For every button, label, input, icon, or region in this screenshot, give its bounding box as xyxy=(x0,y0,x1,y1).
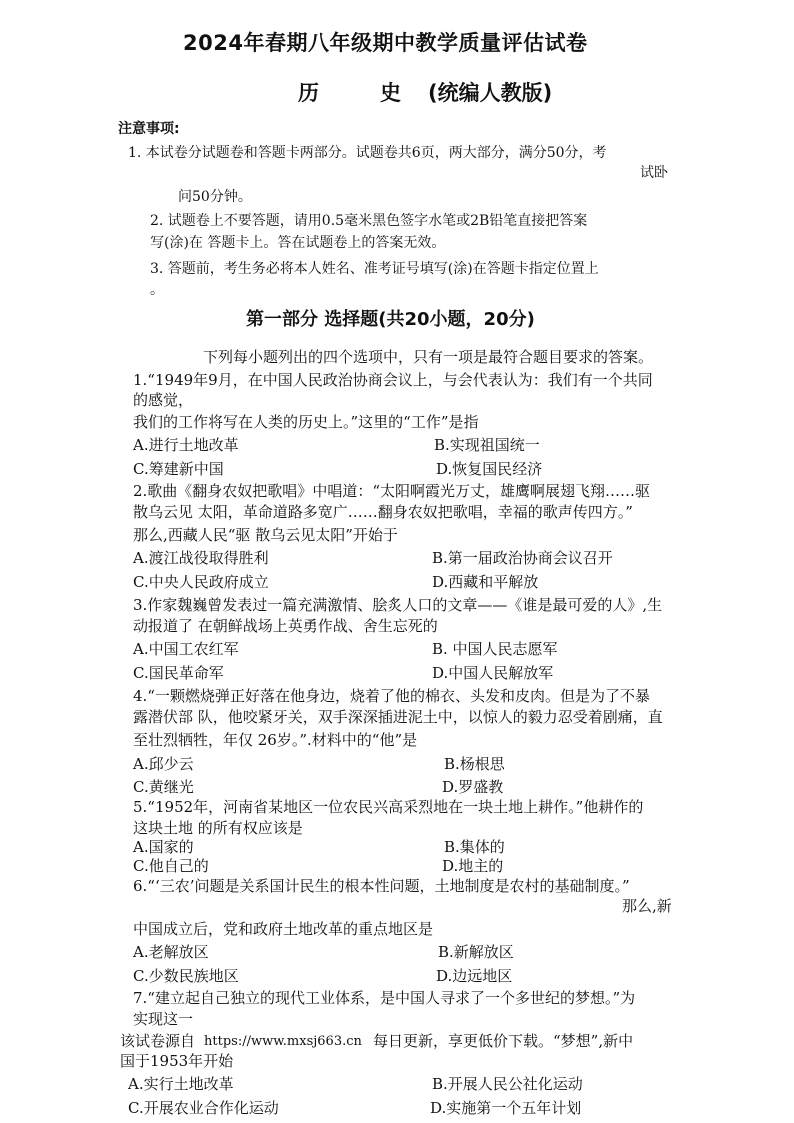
q4-stem-line-3: 至壮烈牺牲，年仅 26岁。”.材料中的“他”是 xyxy=(133,731,418,749)
subject-char-1: 历 xyxy=(298,81,319,105)
section-1-heading: 第一部分 选择题(共20小题，20分) xyxy=(246,309,535,330)
q1-option-c: C.筹建新中国 xyxy=(133,460,224,478)
q7-source-prefix: 该试卷源自 xyxy=(120,1032,196,1050)
q5-stem-line-2: 这块土地 的所有权应该是 xyxy=(133,819,303,837)
q2-stem-line-3: 那么,西藏人民“驱 散乌云见太阳”开始于 xyxy=(133,526,398,544)
q5-stem-line-1: 5.“1952年，河南省某地区一位农民兴高采烈地在一块土地上耕作。”他耕作的 xyxy=(133,798,644,816)
q5-option-c: C.他自己的 xyxy=(133,857,209,875)
q1-option-a: A.进行土地改革 xyxy=(133,436,239,454)
q4-option-a: A.邱少云 xyxy=(133,755,194,773)
q3-option-a: A.中国工农红军 xyxy=(133,640,239,658)
q6-option-b: B.新解放区 xyxy=(438,943,514,961)
notice-item-2-line-1: 2. 试题卷上不要答题，请用0.5毫米黑色签字水笔或2B铅笔直接把答案 xyxy=(150,213,588,229)
q7-stem-line-2: 实现这一 xyxy=(133,1010,194,1028)
q1-option-b: B.实现祖国统一 xyxy=(434,436,540,454)
q6-option-d: D.边远地区 xyxy=(436,967,513,985)
q6-option-a: A.老解放区 xyxy=(133,943,209,961)
q6-stem-line-2: 那么,新 xyxy=(622,897,672,915)
notice-heading: 注意事项: xyxy=(118,121,180,137)
q7-stem-line-1: 7.“建立起自己独立的现代工业体系，是中国人寻求了一个多世纪的梦想。”为 xyxy=(133,989,636,1007)
q6-option-c: C.少数民族地区 xyxy=(133,967,239,985)
notice-item-3-line-2: 。 xyxy=(150,282,164,298)
q6-stem-line-1: 6.“‘三农’问题是关系国计民生的根本性问题，土地制度是农村的基础制度。” xyxy=(133,877,630,895)
notice-item-1-line-3: 问50分钟。 xyxy=(178,189,252,205)
q5-option-b: B.集体的 xyxy=(444,838,505,856)
q2-option-b: B.第一届政治协商会议召开 xyxy=(432,549,613,567)
notice-item-3-line-1: 3. 答题前，考生务必将本人姓名、准考证号填写(涂)在答题卡指定位置上 xyxy=(150,261,599,277)
q1-stem-line-3: 我们的工作将写在人类的历史上。”这里的“工作”是指 xyxy=(133,413,479,431)
subject-char-2: 史 xyxy=(380,81,401,105)
notice-item-1-line-1: 1. 本试卷分试题卷和答题卡两部分。试题卷共6页，两大部分，满分50分，考 xyxy=(128,145,607,161)
q3-option-c: C.国民革命军 xyxy=(133,664,224,682)
q7-source-suffix: 每日更新，享更低价下载。“梦想”,新中 xyxy=(373,1032,634,1050)
q1-stem-line-2: 的感觉， xyxy=(133,391,194,409)
q5-option-d: D.地主的 xyxy=(442,857,504,875)
q7-source-link[interactable]: https://www.mxsj663.cn xyxy=(204,1034,362,1049)
q4-option-d: D.罗盛教 xyxy=(442,778,504,796)
q7-option-a: A.实行土地改革 xyxy=(128,1075,234,1093)
q2-option-c: C.中央人民政府成立 xyxy=(133,573,269,591)
edition-label: (统编人教版) xyxy=(428,81,553,105)
q2-option-d: D.西藏和平解放 xyxy=(432,573,539,591)
q4-option-c: C.黄继光 xyxy=(133,778,194,796)
q5-option-a: A.国家的 xyxy=(133,838,194,856)
notice-item-1-line-2: 试卧 xyxy=(640,165,668,181)
q4-stem-line-2: 露潜伏部 队，他咬紧牙关，双手深深插进泥土中，以惊人的毅力忍受着剧痛，直 xyxy=(133,708,663,726)
q7-option-b: B.开展人民公社化运动 xyxy=(432,1075,583,1093)
q2-stem-line-2: 散乌云见 太阳，革命道路多宽广……翻身农奴把歌唱，幸福的歌声传四方。” xyxy=(133,503,633,521)
q3-option-d: D.中国人民解放军 xyxy=(432,664,554,682)
section-1-instruction: 下列每小题列出的四个选项中，只有一项是最符合题目要求的答案。 xyxy=(203,348,654,366)
q2-option-a: A.渡江战役取得胜利 xyxy=(133,549,269,567)
q2-stem-line-1: 2.歌曲《翻身农奴把歌唱》中唱道：“太阳啊霞光万丈，雄鹰啊展翅飞翔……驱 xyxy=(133,482,650,500)
q6-stem-line-3: 中国成立后，党和政府土地改革的重点地区是 xyxy=(133,920,434,938)
q1-option-d: D.恢复国民经济 xyxy=(436,460,543,478)
q3-stem-line-1: 3.作家魏巍曾发表过一篇充满激情、脍炙人口的文章——《谁是最可爱的人》,生 xyxy=(133,596,663,614)
q7-stem-line-4: 国于1953年开始 xyxy=(120,1052,234,1070)
q4-stem-line-1: 4.“一颗燃烧弹正好落在他身边，烧着了他的棉衣、头发和皮肉。但是为了不暴 xyxy=(133,687,650,705)
exam-title: 2024年春期八年级期中教学质量评估试卷 xyxy=(183,31,588,55)
q3-stem-line-2: 动报道了 在朝鲜战场上英勇作战、舍生忘死的 xyxy=(133,617,438,635)
q4-option-b: B.杨根思 xyxy=(444,755,505,773)
q7-option-d: D.实施第一个五年计划 xyxy=(430,1099,582,1117)
q1-stem-line-1: 1.“1949年9月，在中国人民政治协商会议上，与会代表认为：我们有一个共同 xyxy=(133,371,653,389)
notice-item-2-line-2: 写(涂)在 答题卡上。答在试题卷上的答案无效。 xyxy=(150,235,446,251)
q3-option-b: B. 中国人民志愿军 xyxy=(432,640,558,658)
q7-option-c: C.开展农业合作化运动 xyxy=(128,1099,279,1117)
